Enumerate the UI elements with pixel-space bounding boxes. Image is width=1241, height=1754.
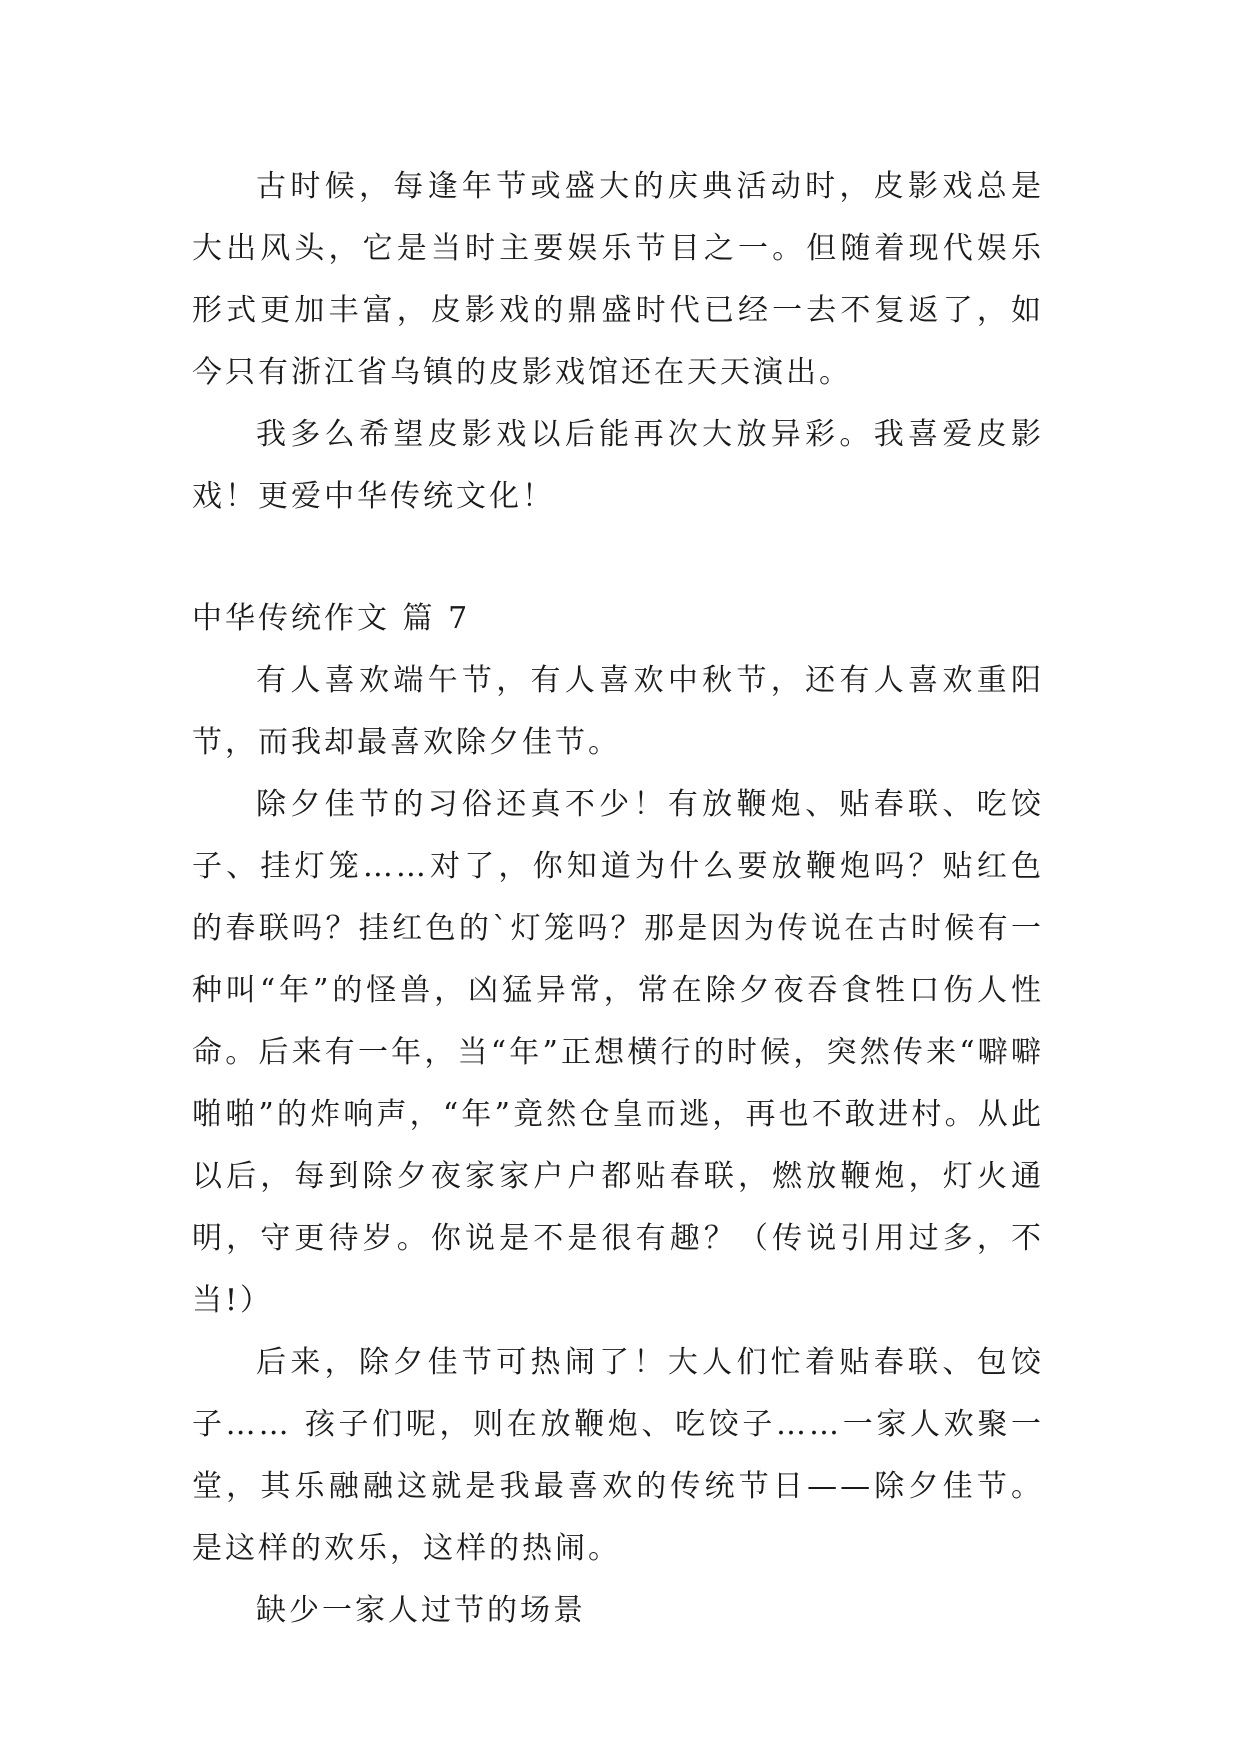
document-body <box>192 156 1044 1642</box>
paragraph-shadow-play-history: 古时候，每逢年节或盛大的庆典活动时，皮影戏总是大出风头，它是当时主要娱乐节目之一。但随着现代娱乐形式更加丰富，皮影戏的鼎盛时代已经一去不复返了，如今只有浙江省乌镇的皮影戏馆还在天天演出。 <box>192 169 1044 390</box>
paragraph-teacher-comment: 缺少一家人过节的场景 <box>256 1593 586 1628</box>
paragraph-festival-celebration: 后来，除夕佳节可热闹了！大人们忙着贴春联、包饺子…… 孩子们呢，则在放鞭炮、吃饺子……一家人欢聚一堂，其乐融融这就是我最喜欢的传统节日——除夕佳节。是这样的欢乐，这样的热闹。 <box>192 1345 1044 1566</box>
paragraph-shadow-play-hope: 我多么希望皮影戏以后能再次大放异彩。我喜爱皮影戏！更爱中华传统文化！ <box>192 417 1044 514</box>
paragraph-festival-customs: 除夕佳节的习俗还真不少！有放鞭炮、贴春联、吃饺子、挂灯笼……对了，你知道为什么要放鞭炮吗？贴红色的春联吗？挂红色的`灯笼吗？那是因为传说在古时候有一种叫“年”的怪兽，凶猛异常，常在除夕夜吞食牲口伤人性命。后来有一年，当“年”正想横行的时候，突然传来“噼噼啪啪”的炸响声，“年”竟然仓皇而逃，再也不敢进村。从此以后，每到除夕夜家家户户都贴春联，燃放鞭炮，灯火通明，守更待岁。你说是不是很有趣？（传说引用过多，不当!） <box>192 787 1044 1318</box>
paragraph-festival-intro: 有人喜欢端午节，有人喜欢中秋节，还有人喜欢重阳节，而我却最喜欢除夕佳节。 <box>192 663 1044 760</box>
section-heading: 中华传统作文 篇 7 <box>192 601 471 636</box>
